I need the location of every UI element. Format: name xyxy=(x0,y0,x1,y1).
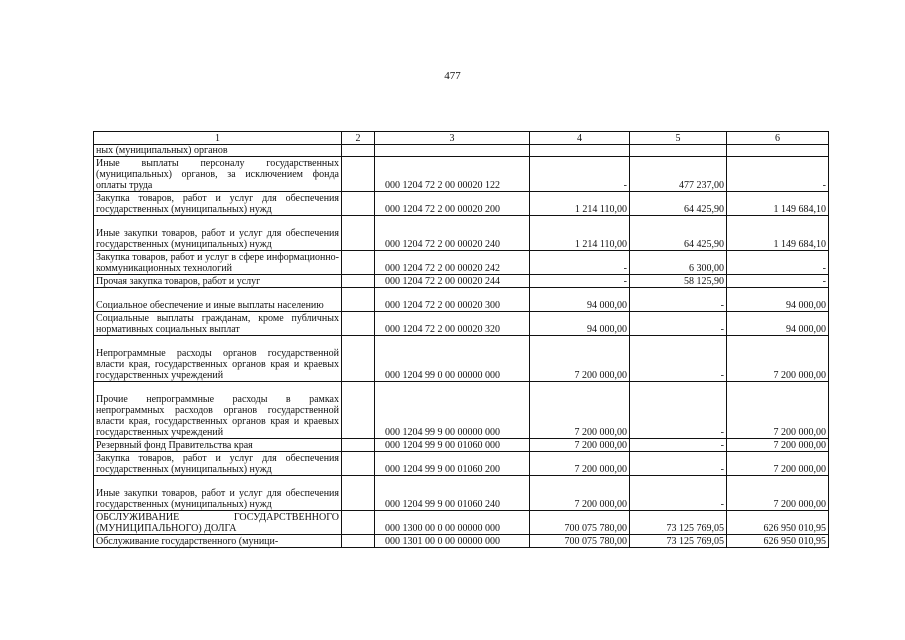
row-approved-amount-cell: 94 000,00 xyxy=(530,288,630,312)
row-executed-amount-cell: 64 425,90 xyxy=(630,216,727,251)
table-row xyxy=(94,216,829,251)
table-row xyxy=(94,336,829,382)
row-executed-amount-cell: - xyxy=(630,336,727,382)
row-executed-amount-cell: - xyxy=(630,312,727,336)
row-approved-amount-cell: 1 214 110,00 xyxy=(530,192,630,216)
row-name-cell: Непрограммные расходы органов государственной власти края, государственных органов края и краевых государственных учреждений xyxy=(94,336,342,382)
row-code-cell: 000 1204 99 9 00 01060 000 xyxy=(375,439,530,452)
row-blank-cell xyxy=(342,216,375,251)
table-row xyxy=(94,157,829,192)
table-row xyxy=(94,192,829,216)
row-code-cell: 000 1204 99 9 00 01060 240 xyxy=(375,476,530,511)
row-blank-cell xyxy=(342,288,375,312)
budget-table-body xyxy=(94,132,829,548)
row-name-cell: Закупка товаров, работ и услуг для обеспечения государственных (муниципальных) нужд xyxy=(94,452,342,476)
row-code-cell: 000 1301 00 0 00 00000 000 xyxy=(375,535,530,548)
row-name-cell: Иные закупки товаров, работ и услуг для обеспечения государственных (муниципальных) нужд xyxy=(94,476,342,511)
table-row xyxy=(94,439,829,452)
row-remaining-amount-cell: 7 200 000,00 xyxy=(727,476,829,511)
table-row xyxy=(94,275,829,288)
row-blank-cell xyxy=(342,192,375,216)
row-blank-cell xyxy=(342,251,375,275)
row-executed-amount-cell: 73 125 769,05 xyxy=(630,511,727,535)
row-code-cell: 000 1204 99 0 00 00000 000 xyxy=(375,336,530,382)
row-remaining-amount-cell: 1 149 684,10 xyxy=(727,216,829,251)
row-executed-amount-cell: - xyxy=(630,382,727,439)
table-row xyxy=(94,251,829,275)
row-remaining-amount-cell: 1 149 684,10 xyxy=(727,192,829,216)
row-name-cell: Резервный фонд Правительства края xyxy=(94,439,342,452)
row-code-cell: 000 1204 72 2 00 00020 320 xyxy=(375,312,530,336)
table-row xyxy=(94,535,829,548)
row-code-cell: 000 1204 72 2 00 00020 240 xyxy=(375,216,530,251)
row-approved-amount-cell: 7 200 000,00 xyxy=(530,336,630,382)
row-code-cell: 000 1204 99 9 00 00000 000 xyxy=(375,382,530,439)
row-executed-amount-cell: 73 125 769,05 xyxy=(630,535,727,548)
column-header: 5 xyxy=(630,132,727,145)
row-blank-cell xyxy=(342,452,375,476)
row-remaining-amount-cell: 94 000,00 xyxy=(727,312,829,336)
row-code-cell: 000 1204 72 2 00 00020 300 xyxy=(375,288,530,312)
row-approved-amount-cell: - xyxy=(530,157,630,192)
row-name-cell: ОБСЛУЖИВАНИЕ ГОСУДАРСТВЕННОГО (МУНИЦИПАЛЬНОГО) ДОЛГА xyxy=(94,511,342,535)
table-row xyxy=(94,382,829,439)
column-header: 4 xyxy=(530,132,630,145)
row-name-cell: Иные выплаты персоналу государственных (муниципальных) органов, за исключением фонда оплаты труда xyxy=(94,157,342,192)
row-remaining-amount-cell: - xyxy=(727,157,829,192)
row-code-cell: 000 1300 00 0 00 00000 000 xyxy=(375,511,530,535)
row-blank-cell xyxy=(342,145,375,157)
column-header: 1 xyxy=(94,132,342,145)
budget-table xyxy=(93,131,829,548)
row-blank-cell xyxy=(342,382,375,439)
row-executed-amount-cell: 58 125,90 xyxy=(630,275,727,288)
row-blank-cell xyxy=(342,312,375,336)
table-row xyxy=(94,145,829,157)
row-code-cell: 000 1204 72 2 00 00020 200 xyxy=(375,192,530,216)
row-name-cell: Закупка товаров, работ и услуг в сфере информационно-коммуникационных технологий xyxy=(94,251,342,275)
row-name-cell: Прочая закупка товаров, работ и услуг xyxy=(94,275,342,288)
table-row xyxy=(94,511,829,535)
row-executed-amount-cell: 477 237,00 xyxy=(630,157,727,192)
row-approved-amount-cell: 700 075 780,00 xyxy=(530,511,630,535)
row-executed-amount-cell: - xyxy=(630,476,727,511)
row-blank-cell xyxy=(342,535,375,548)
row-approved-amount-cell: 7 200 000,00 xyxy=(530,452,630,476)
row-blank-cell xyxy=(342,511,375,535)
table-row xyxy=(94,288,829,312)
row-name-cell: Закупка товаров, работ и услуг для обеспечения государственных (муниципальных) нужд xyxy=(94,192,342,216)
row-remaining-amount-cell: 94 000,00 xyxy=(727,288,829,312)
row-approved-amount-cell: 1 214 110,00 xyxy=(530,216,630,251)
row-blank-cell xyxy=(342,439,375,452)
row-code-cell: 000 1204 72 2 00 00020 122 xyxy=(375,157,530,192)
row-executed-amount-cell: 6 300,00 xyxy=(630,251,727,275)
row-remaining-amount-cell: 626 950 010,95 xyxy=(727,511,829,535)
row-code-cell: 000 1204 72 2 00 00020 244 xyxy=(375,275,530,288)
row-blank-cell xyxy=(342,157,375,192)
row-name-cell: Обслуживание государственного (муници- xyxy=(94,535,342,548)
row-approved-amount-cell xyxy=(530,145,630,157)
row-blank-cell xyxy=(342,275,375,288)
row-remaining-amount-cell: 7 200 000,00 xyxy=(727,452,829,476)
row-approved-amount-cell: 7 200 000,00 xyxy=(530,476,630,511)
row-remaining-amount-cell: 7 200 000,00 xyxy=(727,382,829,439)
row-remaining-amount-cell: - xyxy=(727,275,829,288)
row-code-cell: 000 1204 99 9 00 01060 200 xyxy=(375,452,530,476)
row-name-cell: Социальные выплаты гражданам, кроме публичных нормативных социальных выплат xyxy=(94,312,342,336)
row-blank-cell xyxy=(342,336,375,382)
row-name-cell: Иные закупки товаров, работ и услуг для обеспечения государственных (муниципальных) нужд xyxy=(94,216,342,251)
row-executed-amount-cell xyxy=(630,145,727,157)
row-approved-amount-cell: - xyxy=(530,275,630,288)
row-blank-cell xyxy=(342,476,375,511)
row-executed-amount-cell: - xyxy=(630,452,727,476)
row-executed-amount-cell: - xyxy=(630,439,727,452)
row-remaining-amount-cell: - xyxy=(727,251,829,275)
page-number: 477 xyxy=(444,70,461,82)
column-header: 2 xyxy=(342,132,375,145)
row-name-cell: Прочие непрограммные расходы в рамках непрограммных расходов органов государственной власти края, государственных органов края и краевых государственных учреждений xyxy=(94,382,342,439)
row-approved-amount-cell: 94 000,00 xyxy=(530,312,630,336)
table-row xyxy=(94,452,829,476)
row-executed-amount-cell: - xyxy=(630,288,727,312)
row-remaining-amount-cell: 7 200 000,00 xyxy=(727,439,829,452)
column-header: 6 xyxy=(727,132,829,145)
row-approved-amount-cell: 7 200 000,00 xyxy=(530,382,630,439)
row-approved-amount-cell: 7 200 000,00 xyxy=(530,439,630,452)
row-remaining-amount-cell xyxy=(727,145,829,157)
row-approved-amount-cell: 700 075 780,00 xyxy=(530,535,630,548)
table-row xyxy=(94,476,829,511)
row-remaining-amount-cell: 626 950 010,95 xyxy=(727,535,829,548)
table-row xyxy=(94,312,829,336)
table-header-row xyxy=(94,132,829,145)
row-code-cell xyxy=(375,145,530,157)
row-name-cell: Социальное обеспечение и иные выплаты населению xyxy=(94,288,342,312)
row-approved-amount-cell: - xyxy=(530,251,630,275)
row-executed-amount-cell: 64 425,90 xyxy=(630,192,727,216)
column-header: 3 xyxy=(375,132,530,145)
row-code-cell: 000 1204 72 2 00 00020 242 xyxy=(375,251,530,275)
row-name-cell: ных (муниципальных) органов xyxy=(94,145,342,157)
row-remaining-amount-cell: 7 200 000,00 xyxy=(727,336,829,382)
